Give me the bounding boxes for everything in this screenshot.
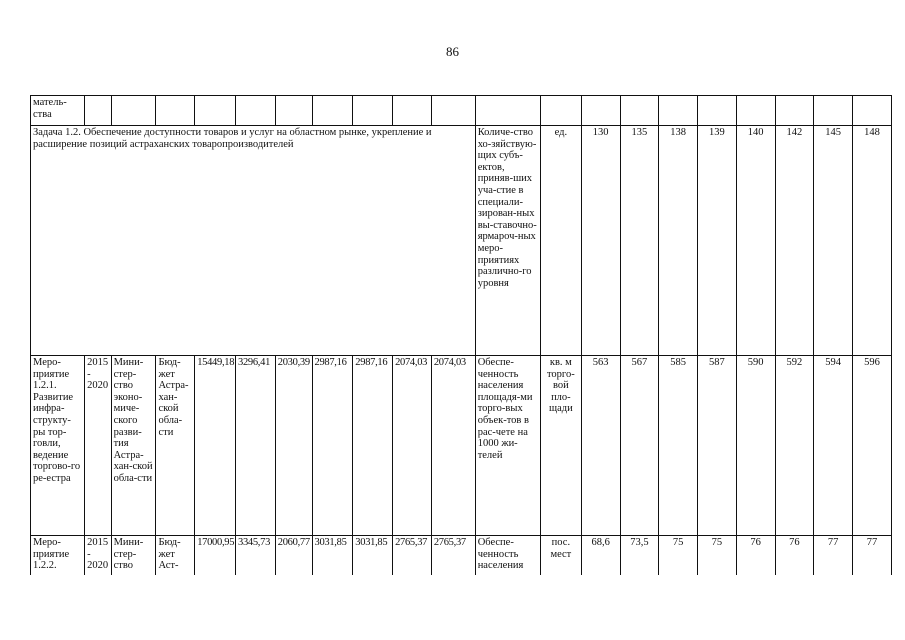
measure-name: Меро-приятие 1.2.2. <box>31 536 85 576</box>
measure-value: 68,6 <box>581 536 620 576</box>
finance-value: 2074,03 <box>431 356 475 536</box>
finance-value: 2765,37 <box>431 536 475 576</box>
task-value: 139 <box>698 126 737 356</box>
finance-value: 2030,39 <box>275 356 312 536</box>
measure-period: 2015 - 2020 <box>85 356 112 536</box>
measure-name: Меро-приятие 1.2.1. Развитие инфра-структу-ры тор-говли, ведение торгово-го ре-естра <box>31 356 85 536</box>
finance-value: 3345,73 <box>236 536 276 576</box>
finance-value: 2765,37 <box>393 536 432 576</box>
finance-value: 3031,85 <box>353 536 393 576</box>
page-number: 86 <box>446 44 459 59</box>
task-value: 148 <box>853 126 892 356</box>
measure-value: 75 <box>659 536 698 576</box>
measure-value: 587 <box>698 356 737 536</box>
task-value: 135 <box>620 126 659 356</box>
task-indicator: Количе-ство хо-зяйствую-щих субъ-ектов, приняв-ших уча-стие в специали-зирован-ных вы-ставочно-ярмароч-ных меро-приятиях различно-го уровня <box>475 126 540 356</box>
measure-indicator: Обеспе-ченность населения <box>475 536 540 576</box>
measure-value: 76 <box>775 536 814 576</box>
measure-value: 75 <box>698 536 737 576</box>
task-value: 138 <box>659 126 698 356</box>
measure-source: Бюд-жет Астра-хан-ской обла-сти <box>156 356 195 536</box>
measure-value: 594 <box>814 356 853 536</box>
measure-value: 592 <box>775 356 814 536</box>
table-row-measure-1 <box>31 356 892 536</box>
measure-indicator: Обеспе-ченность населения площадя-ми торго-вых объек-тов в рас-чете на 1000 жи-телей <box>475 356 540 536</box>
measure-value: 590 <box>736 356 775 536</box>
continuation-text: матель-ства <box>31 96 85 126</box>
table-row-task <box>31 126 892 356</box>
measure-source: Бюд-жет Аст- <box>156 536 195 576</box>
task-value: 145 <box>814 126 853 356</box>
finance-value: 2060,77 <box>275 536 312 576</box>
task-value: 142 <box>775 126 814 356</box>
table-row-continuation <box>31 96 892 126</box>
finance-value: 17000,95 <box>195 536 236 576</box>
table-row-measure-2 <box>31 536 892 576</box>
measure-value: 596 <box>853 356 892 536</box>
measure-value: 76 <box>736 536 775 576</box>
task-value: 140 <box>736 126 775 356</box>
measure-unit: кв. м торго-вой пло-щади <box>540 356 581 536</box>
measure-value: 77 <box>814 536 853 576</box>
measure-executor: Мини-стер-ство эконо-миче-ского разви-тия Астра-хан-ской обла-сти <box>111 356 156 536</box>
measure-unit: пос. мест <box>540 536 581 576</box>
task-title: Задача 1.2. Обеспечение доступности товаров и услуг на областном рынке, укрепление и расширение позиций астраханских товаропроизводителей <box>31 126 476 356</box>
measure-value: 567 <box>620 356 659 536</box>
finance-value: 2987,16 <box>312 356 353 536</box>
measure-executor: Мини-стер-ство <box>111 536 156 576</box>
task-unit: ед. <box>540 126 581 356</box>
measure-period: 2015 - 2020 <box>85 536 112 576</box>
measure-value: 585 <box>659 356 698 536</box>
program-table <box>30 95 892 575</box>
measure-value: 77 <box>853 536 892 576</box>
finance-value: 2987,16 <box>353 356 393 536</box>
finance-value: 3031,85 <box>312 536 353 576</box>
measure-value: 73,5 <box>620 536 659 576</box>
task-value: 130 <box>581 126 620 356</box>
finance-value: 2074,03 <box>393 356 432 536</box>
finance-value: 15449,18 <box>195 356 236 536</box>
measure-value: 563 <box>581 356 620 536</box>
finance-value: 3296,41 <box>236 356 276 536</box>
